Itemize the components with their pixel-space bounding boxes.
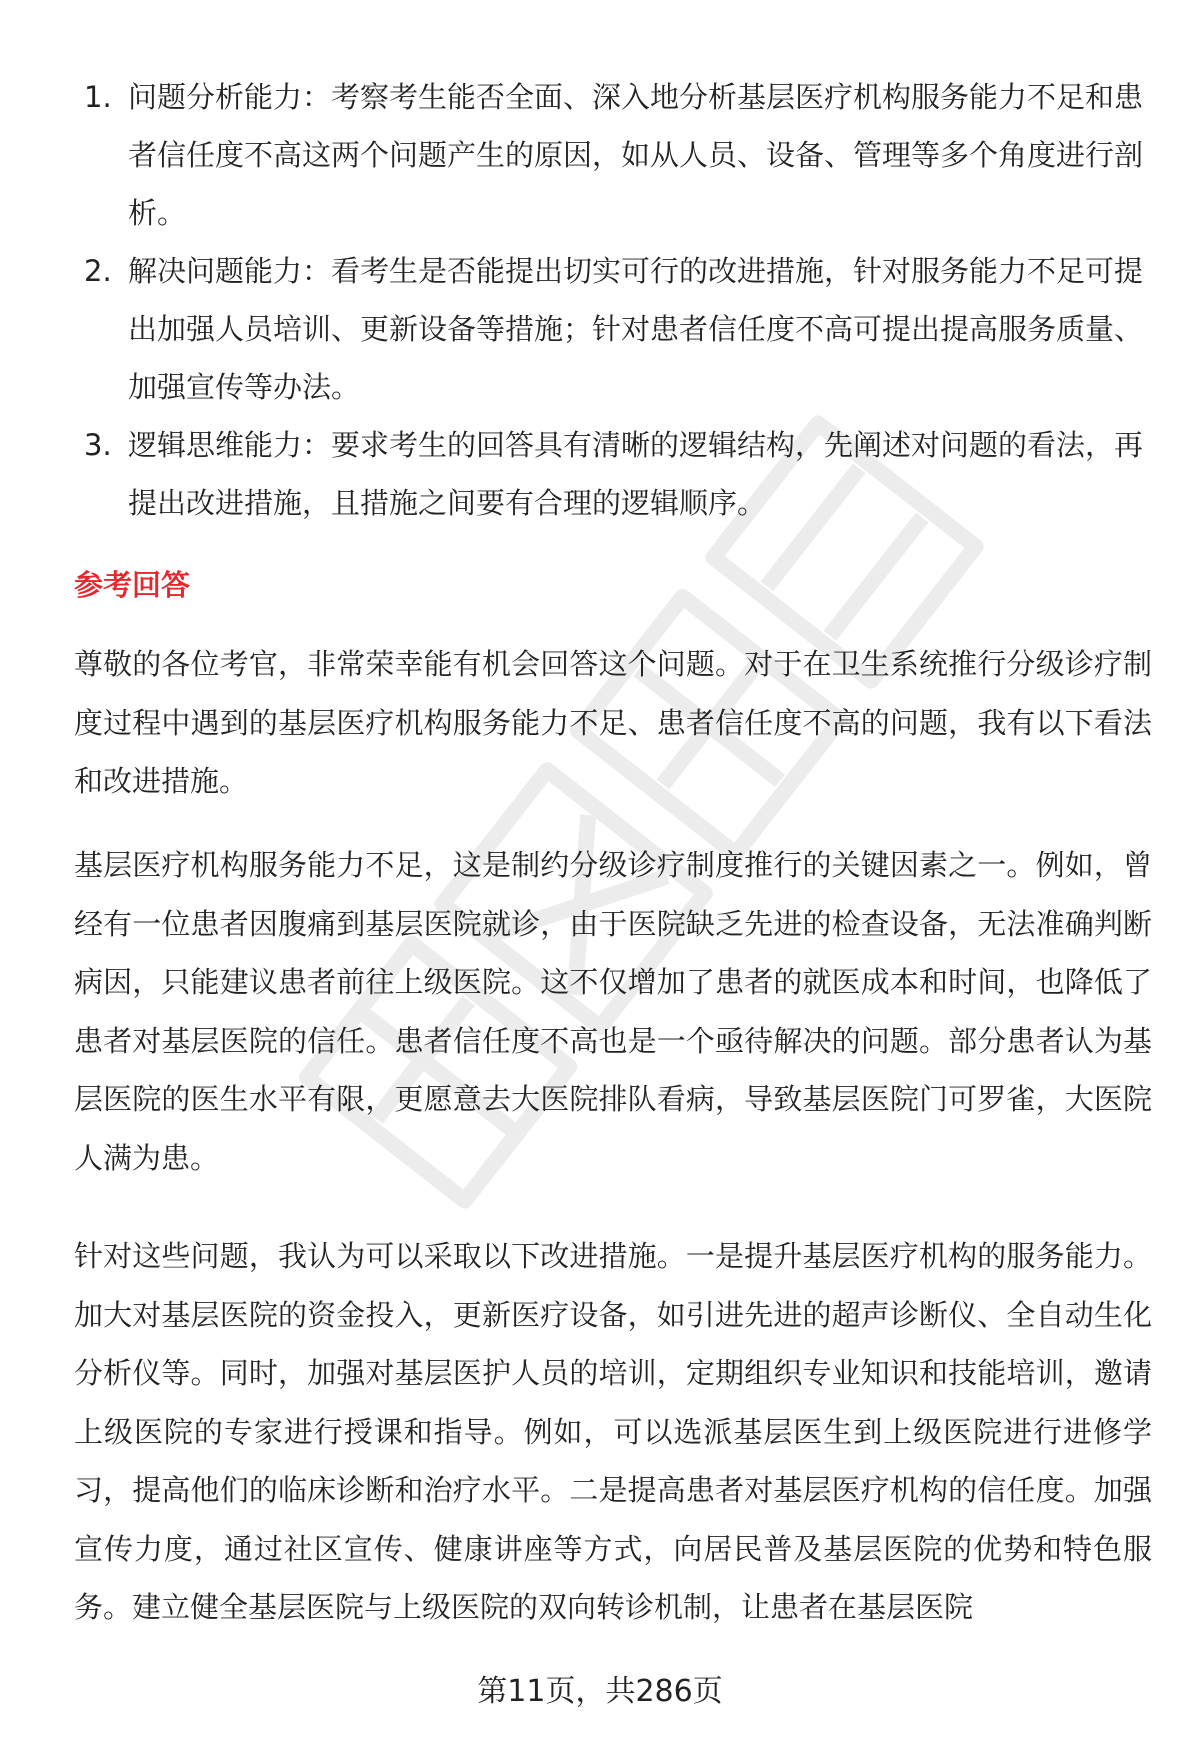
page-number-footer: 第11页，共286页 — [477, 1674, 723, 1709]
scoring-criteria-list — [84, 68, 1144, 532]
criteria-item — [84, 68, 1144, 242]
criteria-item — [84, 416, 1144, 532]
criteria-text: 解决问题能力：看考生是否能提出切实可行的改进措施，针对服务能力不足可提出加强人员培训、更新设备等措施；针对患者信任度不高可提出提高服务质量、加强宣传等办法。 — [128, 254, 1144, 404]
criteria-item — [84, 242, 1144, 416]
answer-paragraph: 尊敬的各位考官，非常荣幸能有机会回答这个问题。对于在卫生系统推行分级诊疗制度过程中遇到的基层医疗机构服务能力不足、患者信任度不高的问题，我有以下看法和改进措施。 — [74, 647, 1152, 798]
answer-paragraph: 基层医疗机构服务能力不足，这是制约分级诊疗制度推行的关键因素之一。例如，曾经有一位患者因腹痛到基层医院就诊，由于医院缺乏先进的检查设备，无法准确判断病因，只能建议患者前往上级医院。这不仅增加了患者的就医成本和时间，也降低了患者对基层医院的信任。患者信任度不高也是一个亟待解决的问题。部分患者认为基层医院的医生水平有限，更愿意去大医院排队看病，导致基层医院门可罗雀，大医院人满为患。 — [74, 848, 1152, 1175]
criteria-number: 3. — [84, 428, 112, 462]
answer-paragraph: 针对这些问题，我认为可以采取以下改进措施。一是提升基层医疗机构的服务能力。加大对基层医院的资金投入，更新医疗设备，如引进先进的超声诊断仪、全自动生化分析仪等。同时，加强对基层医护人员的培训，定期组织专业知识和技能培训，邀请上级医院的专家进行授课和指导。例如，可以选派基层医生到上级医院进行进修学习，提高他们的临床诊断和治疗水平。二是提高患者对基层医疗机构的信任度。加强宣传力度，通过社区宣传、健康讲座等方式，向居民普及基层医院的优势和特色服务。建立健全基层医院与上级医院的双向转诊机制，让患者在基层医院 — [74, 1239, 1152, 1624]
criteria-text: 逻辑思维能力：要求考生的回答具有清晰的逻辑结构，先阐述对问题的看法，再提出改进措施，且措施之间要有合理的逻辑顺序。 — [128, 428, 1144, 520]
criteria-number: 1. — [84, 80, 112, 114]
section-heading: 参考回答 — [74, 568, 191, 602]
criteria-text: 问题分析能力：考察考生能否全面、深入地分析基层医疗机构服务能力不足和患者信任度不高这两个问题产生的原因，如从人员、设备、管理等多个角度进行剖析。 — [128, 80, 1144, 230]
criteria-number: 2. — [84, 254, 112, 288]
